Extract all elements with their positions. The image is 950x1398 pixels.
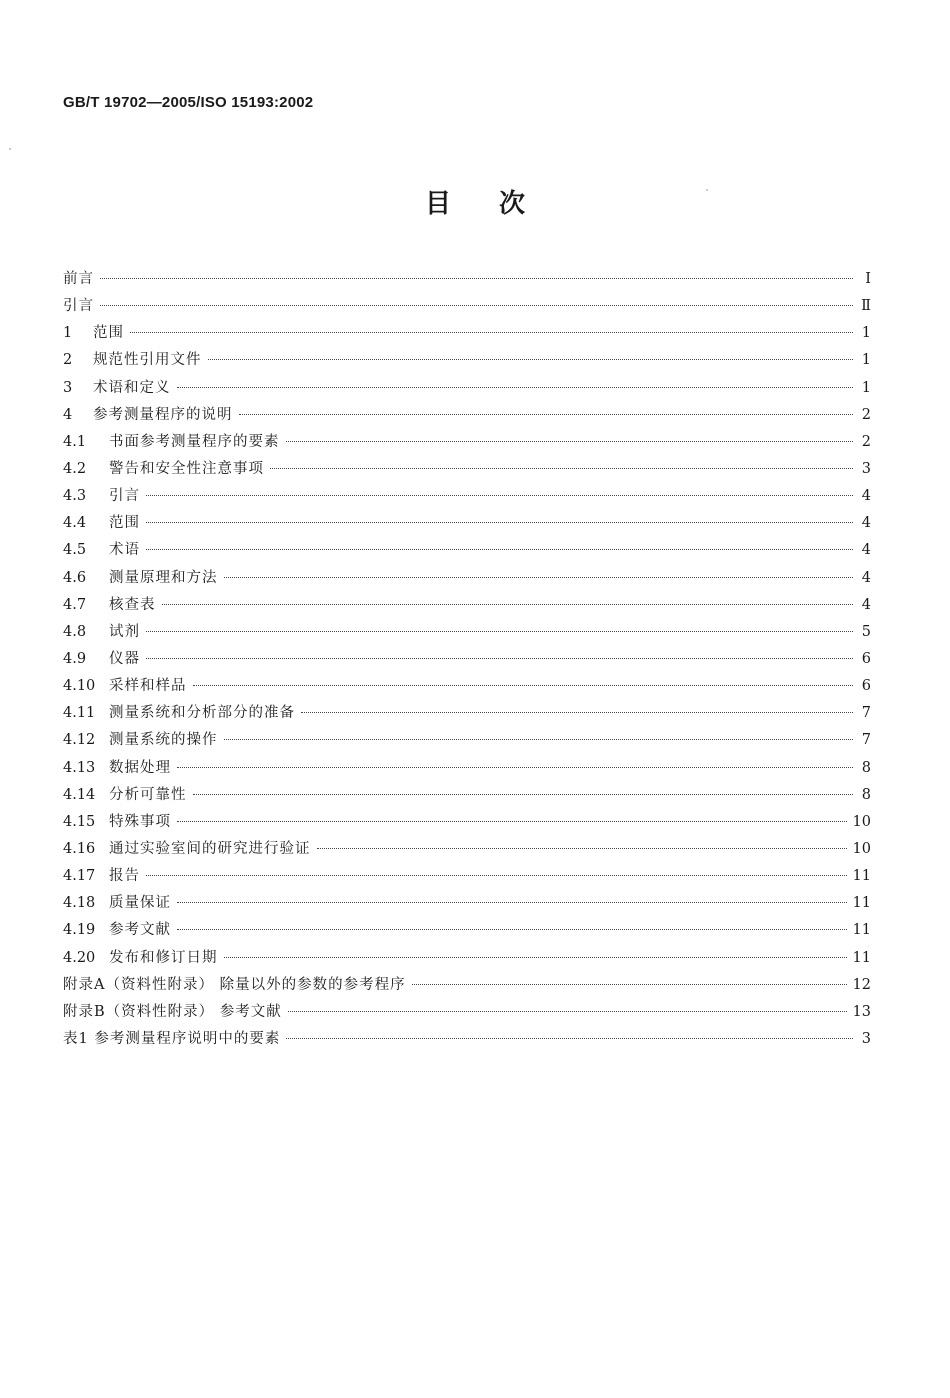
toc-entry-label: 术语和定义	[93, 379, 171, 396]
toc-dot-leader	[317, 847, 847, 849]
toc-entry-page: 11	[852, 868, 871, 885]
toc-entry-page: 2	[861, 406, 871, 423]
toc-entry-page: 13	[852, 1003, 871, 1020]
toc-entry-number: 3	[63, 379, 73, 396]
toc-entry[interactable]	[63, 756, 871, 783]
toc-entry-number: 4.5	[63, 542, 87, 559]
toc-entry[interactable]	[63, 973, 871, 1000]
toc-entry-number: 4.14	[63, 786, 96, 803]
toc-entry-page: 11	[852, 949, 871, 966]
toc-entry-label: 参考测量程序的说明	[93, 406, 233, 423]
toc-dot-leader	[177, 820, 847, 822]
toc-entry-label: 前言	[63, 271, 94, 287]
toc-entry-label: 范围	[93, 325, 124, 342]
toc-entry-number: 4.17	[63, 868, 96, 885]
toc-entry[interactable]	[63, 728, 871, 755]
toc-entry-label: 规范性引用文件	[93, 352, 202, 369]
toc-entry-label: 质量保证	[109, 895, 171, 912]
toc-entry[interactable]	[63, 1000, 871, 1027]
toc-entry-label: 表1 参考测量程序说明中的要素	[63, 1030, 281, 1047]
toc-entry[interactable]	[63, 348, 871, 375]
toc-entry[interactable]	[63, 294, 871, 321]
toc-entry-number: 4.16	[63, 840, 96, 857]
toc-entry-number: 4.10	[63, 678, 96, 695]
toc-dot-leader	[270, 467, 853, 469]
toc-dot-leader	[224, 738, 854, 740]
toc-entry-number: 2	[63, 352, 73, 369]
toc-entry-label: 书面参考测量程序的要素	[109, 433, 280, 450]
toc-dot-leader	[146, 874, 847, 876]
toc-entry-label: 附录A（资料性附录） 除量以外的参数的参考程序	[63, 976, 406, 993]
toc-dot-leader	[239, 413, 854, 415]
toc-entry-page: 3	[861, 460, 871, 477]
toc-entry-number: 4.20	[63, 949, 96, 966]
toc-entry-page: 5	[861, 623, 871, 640]
toc-entry-number: 4.15	[63, 813, 96, 830]
toc-dot-leader	[412, 983, 847, 985]
toc-entry-label: 特殊事项	[109, 813, 171, 830]
toc-entry[interactable]	[63, 946, 871, 973]
toc-entry-label: 报告	[109, 868, 140, 885]
toc-entry-number: 4.13	[63, 759, 96, 776]
toc-entry[interactable]	[63, 457, 871, 484]
toc-entry-label: 数据处理	[109, 759, 171, 776]
toc-entry-page: 12	[852, 976, 871, 993]
toc-entry-label: 分析可靠性	[109, 786, 187, 803]
toc-entry[interactable]	[63, 430, 871, 457]
toc-entry-label: 参考文献	[109, 922, 171, 939]
toc-dot-leader	[146, 494, 853, 496]
toc-entry-page: 10	[852, 813, 871, 830]
toc-dot-leader	[177, 901, 847, 903]
toc-entry-label: 发布和修订日期	[109, 949, 218, 966]
toc-entry-page: 8	[861, 786, 871, 803]
toc-entry-page: 4	[861, 569, 871, 586]
toc-entry[interactable]	[63, 267, 871, 294]
toc-entry-page: 3	[861, 1030, 871, 1047]
toc-entry[interactable]	[63, 1027, 871, 1054]
toc-entry[interactable]	[63, 620, 871, 647]
toc-entry-page: 1	[861, 379, 871, 396]
toc-entry-number: 4.9	[63, 650, 87, 667]
toc-dot-leader	[146, 521, 853, 523]
toc-entry-label: 测量系统的操作	[109, 732, 218, 749]
toc-entry-label: 仪器	[109, 650, 140, 667]
toc-entry-page: 4	[861, 596, 871, 613]
toc-entry-page: 7	[861, 705, 871, 722]
toc-dot-leader	[100, 277, 853, 279]
page-title: 目次	[424, 189, 573, 219]
toc-entry-label: 术语	[109, 542, 140, 559]
toc-entry-number: 4	[63, 406, 73, 423]
toc-dot-leader	[286, 1037, 853, 1039]
toc-dot-leader	[224, 956, 847, 958]
toc-entry-page: 1	[861, 352, 871, 369]
toc-entry-number: 4.3	[63, 488, 87, 505]
toc-entry-label: 核查表	[109, 596, 156, 613]
toc-entry[interactable]	[63, 484, 871, 511]
toc-entry-label: 通过实验室间的研究进行验证	[109, 840, 311, 857]
toc-entry-number: 4.4	[63, 515, 87, 532]
toc-dot-leader	[224, 576, 854, 578]
toc-entry-page: Ⅰ	[865, 271, 871, 287]
toc-entry-label: 测量系统和分析部分的准备	[109, 705, 295, 722]
toc-entry-number: 4.12	[63, 732, 96, 749]
toc-entry-page: 4	[861, 488, 871, 505]
toc-entry-label: 附录B（资料性附录） 参考文献	[63, 1003, 282, 1020]
toc-entry-page: 11	[852, 895, 871, 912]
toc-dot-leader	[177, 386, 854, 388]
toc-entry[interactable]	[63, 538, 871, 565]
toc-entry-page: 4	[861, 515, 871, 532]
toc-entry-label: 引言	[63, 298, 94, 315]
toc-entry-label: 警告和安全性注意事项	[109, 460, 264, 477]
standard-code-header: GB/T 19702—2005/ISO 15193:2002	[63, 94, 314, 111]
toc-entry-page: 2	[861, 433, 871, 450]
toc-dot-leader	[162, 603, 854, 605]
toc-dot-leader	[193, 684, 854, 686]
toc-entry-number: 4.6	[63, 569, 87, 586]
toc-dot-leader	[208, 358, 854, 360]
toc-entry[interactable]	[63, 593, 871, 620]
toc-entry-page: 6	[861, 678, 871, 695]
toc-entry[interactable]	[63, 674, 871, 701]
toc-dot-leader	[177, 766, 853, 768]
toc-entry[interactable]	[63, 918, 871, 945]
toc-entry[interactable]	[63, 511, 871, 538]
toc-entry-number: 4.11	[63, 705, 96, 722]
toc-dot-leader	[130, 331, 853, 333]
toc-entry-number: 1	[63, 325, 73, 342]
toc-dot-leader	[177, 928, 847, 930]
toc-entry-label: 引言	[109, 488, 140, 505]
toc-entry[interactable]	[63, 810, 871, 837]
toc-dot-leader	[100, 304, 853, 306]
toc-entry-label: 采样和样品	[109, 678, 187, 695]
toc-entry-label: 试剂	[109, 623, 140, 640]
toc-entry[interactable]	[63, 701, 871, 728]
scan-speck	[9, 148, 11, 150]
toc-dot-leader	[286, 440, 854, 442]
scan-speck	[706, 189, 708, 191]
table-of-contents	[63, 267, 871, 1054]
toc-entry[interactable]	[63, 783, 871, 810]
toc-entry-number: 4.18	[63, 895, 96, 912]
toc-entry-label: 范围	[109, 515, 140, 532]
toc-entry-page: 6	[861, 650, 871, 667]
toc-entry-number: 4.1	[63, 433, 87, 450]
toc-entry-page: 1	[861, 325, 871, 342]
toc-entry-label: 测量原理和方法	[109, 569, 218, 586]
toc-dot-leader	[146, 657, 853, 659]
toc-entry[interactable]	[63, 376, 871, 403]
toc-entry-page: Ⅱ	[861, 298, 871, 315]
toc-entry-number: 4.7	[63, 596, 87, 613]
toc-entry[interactable]	[63, 864, 871, 891]
toc-dot-leader	[301, 711, 853, 713]
toc-entry-number: 4.8	[63, 623, 87, 640]
toc-entry-page: 7	[861, 732, 871, 749]
toc-entry[interactable]	[63, 321, 871, 348]
toc-entry[interactable]	[63, 837, 871, 864]
toc-entry-page: 11	[852, 922, 871, 939]
toc-entry[interactable]	[63, 891, 871, 918]
toc-dot-leader	[146, 630, 853, 632]
toc-entry-page: 4	[861, 542, 871, 559]
toc-entry[interactable]	[63, 403, 871, 430]
toc-entry-number: 4.19	[63, 922, 96, 939]
toc-entry[interactable]	[63, 647, 871, 674]
toc-dot-leader	[193, 793, 854, 795]
toc-entry-page: 10	[852, 840, 871, 857]
toc-entry-number: 4.2	[63, 460, 87, 477]
toc-entry[interactable]	[63, 566, 871, 593]
toc-dot-leader	[146, 548, 853, 550]
toc-entry-page: 8	[861, 759, 871, 776]
toc-dot-leader	[288, 1010, 847, 1012]
